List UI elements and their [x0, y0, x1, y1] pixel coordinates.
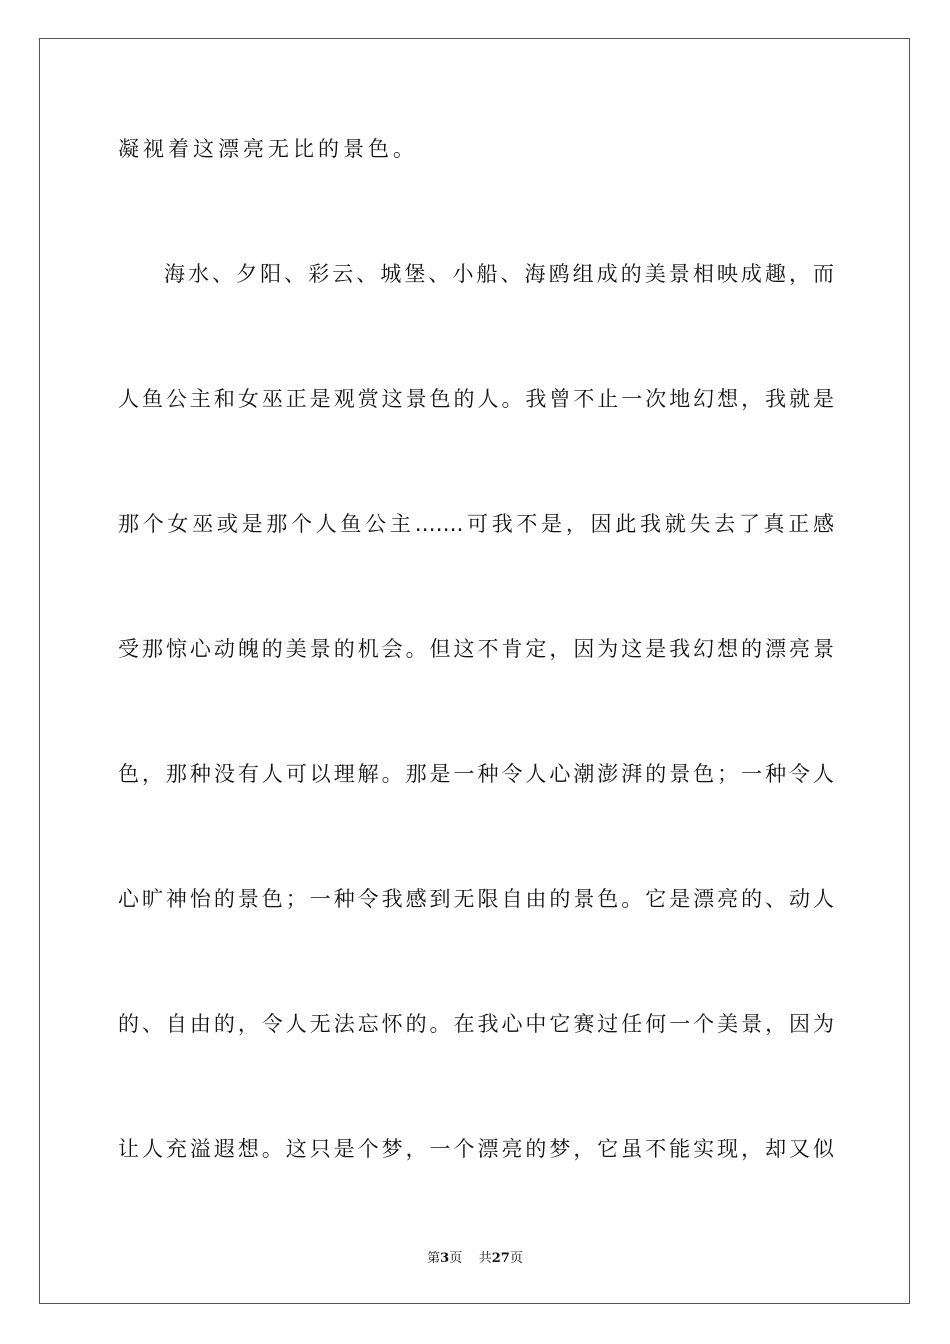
text-line-5: 受那惊心动魄的美景的机会。但这不肯定，因为这是我幻想的漂亮景 — [118, 637, 834, 661]
text-line-8: 的、自由的，令人无法忘怀的。在我心中它赛过任何一个美景，因为 — [118, 1012, 834, 1036]
text-line-3: 人鱼公主和女巫正是观赏这景色的人。我曾不止一次地幻想，我就是 — [118, 387, 834, 411]
footer-total-prefix: 共 — [478, 1251, 492, 1266]
text-line-7: 心旷神怡的景色；一种令我感到无限自由的景色。它是漂亮的、动人 — [118, 887, 834, 911]
footer-page-number: 3 — [440, 1251, 450, 1266]
footer-page-suffix: 页 — [449, 1251, 463, 1266]
text-line-4: 那个女巫或是那个人鱼公主…….可我不是，因此我就失去了真正感 — [118, 512, 834, 536]
paragraph-start-line: 海水、夕阳、彩云、城堡、小船、海鸥组成的美景相映成趣，而 — [164, 262, 834, 286]
footer-total-suffix: 页 — [509, 1251, 523, 1266]
footer-total-number: 27 — [491, 1251, 510, 1266]
footer-page-prefix: 第 — [427, 1251, 441, 1266]
text-line-6: 色，那种没有人可以理解。那是一种令人心潮澎湃的景色；一种令人 — [118, 762, 834, 786]
text-line-9: 让人充溢遐想。这只是个梦，一个漂亮的梦，它虽不能实现，却又似 — [118, 1137, 834, 1161]
text-line-1: 凝视着这漂亮无比的景色。 — [118, 137, 418, 161]
page-frame — [39, 38, 910, 1304]
page-footer — [0, 1247, 950, 1266]
